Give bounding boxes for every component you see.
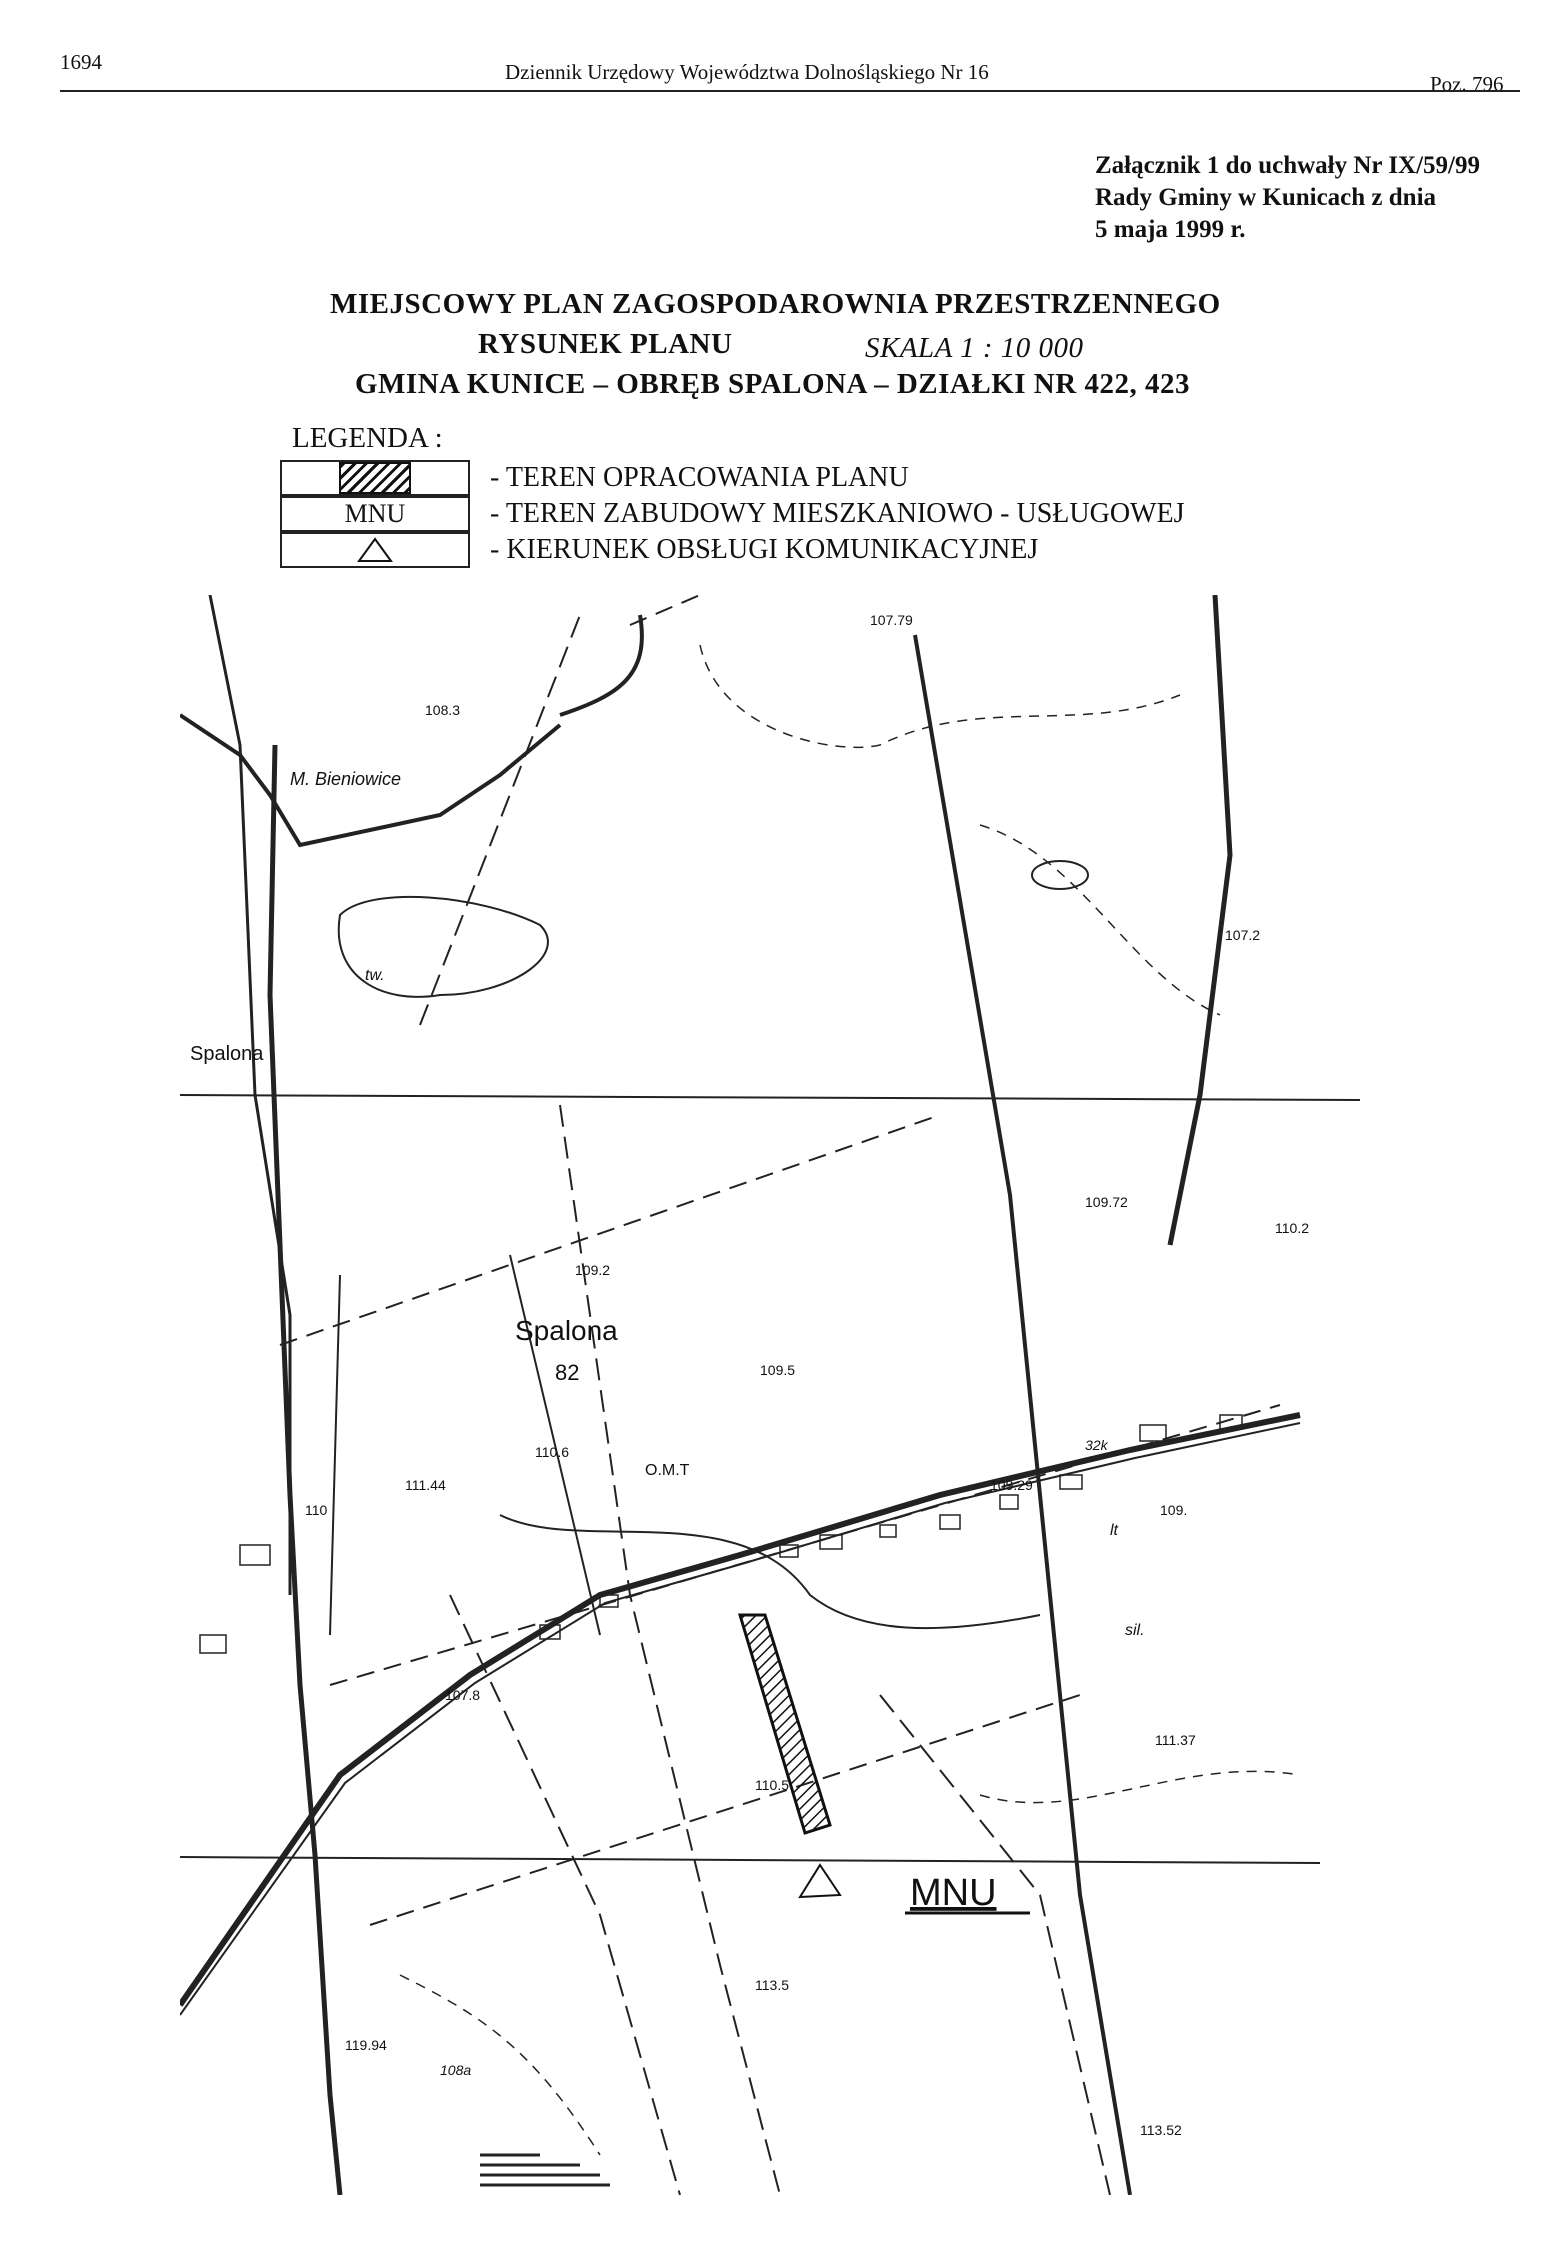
legend-row-plan-area: [280, 460, 909, 496]
legend-label: - TEREN OPRACOWANIA PLANU: [490, 462, 909, 493]
legend-label: - KIERUNEK OBSŁUGI KOMUNIKACYJNEJ: [490, 534, 1039, 565]
elevation-label: 113.5: [755, 1977, 789, 1993]
place-label: 82: [555, 1360, 580, 1385]
annex-note: Załącznik 1 do uchwały Nr IX/59/99 Rady Gminy w Kunicach z dnia 5 maja 1999 r.: [1095, 152, 1480, 243]
legend-heading: LEGENDA :: [292, 422, 443, 454]
hatch-icon: [339, 462, 411, 494]
plan-map: [180, 595, 1360, 2195]
legend-symbol-triangle: [280, 532, 470, 568]
page-number: 1694: [60, 50, 102, 74]
elevation-label: 110.2: [1275, 1220, 1309, 1236]
elevation-label: 32k: [1085, 1437, 1108, 1453]
elevation-label: 109.: [1160, 1502, 1188, 1518]
elevation-label: 108.3: [425, 702, 461, 718]
elevation-label: 107.79: [870, 612, 913, 628]
place-label: tw.: [365, 967, 385, 984]
elevation-label: 109.5: [760, 1362, 796, 1378]
position-number: Poz. 796: [1430, 72, 1504, 96]
elevation-label: 107.8: [445, 1687, 481, 1703]
elevation-label: 109.29: [990, 1477, 1033, 1493]
plan-location: GMINA KUNICE – OBRĘB SPALONA – DZIAŁKI NR 422, 423: [355, 368, 1190, 400]
elevation-label: 109.2: [575, 1262, 611, 1278]
access-triangle: [800, 1865, 840, 1897]
mnu-label: MNU: [910, 1872, 997, 1914]
legend-symbol-mnu: MNU: [280, 496, 470, 532]
legend-row-access: [280, 532, 1039, 568]
place-label: sil.: [1125, 1622, 1145, 1639]
map-drawing: [180, 595, 1360, 2195]
plan-title: MIEJSCOWY PLAN ZAGOSPODAROWNIA PRZESTRZENNEGO: [330, 288, 1221, 320]
place-label: O.M.T: [645, 1462, 690, 1479]
journal-title: Dziennik Urzędowy Województwa Dolnośląskiego Nr 16: [505, 60, 989, 84]
elevation-label: 110.5: [755, 1777, 789, 1793]
elevation-label: 109.72: [1085, 1194, 1128, 1210]
triangle-icon: [357, 537, 393, 563]
place-label: Spalona: [515, 1315, 618, 1346]
place-label: lt: [1110, 1522, 1118, 1539]
elevation-label: 111.44: [405, 1477, 446, 1493]
plan-scale: SKALA 1 : 10 000: [865, 332, 1084, 364]
elevation-label: 110: [305, 1502, 328, 1518]
header-rule: [60, 90, 1520, 92]
legend-label: - TEREN ZABUDOWY MIESZKANIOWO - USŁUGOWEJ: [490, 498, 1185, 529]
legend-row-mnu: [280, 496, 1185, 532]
elevation-label: 108a: [440, 2062, 472, 2078]
elevation-label: 110.6: [535, 1444, 569, 1460]
elevation-label: 111.37: [1155, 1732, 1196, 1748]
plan-subtitle: RYSUNEK PLANU: [478, 328, 733, 360]
elevation-label: 119.94: [345, 2037, 387, 2053]
elevation-label: 107.2: [1225, 927, 1261, 943]
place-label: M. Bieniowice: [290, 769, 402, 789]
place-label: Spalona: [190, 1043, 264, 1065]
elevation-label: 113.52: [1140, 2122, 1182, 2138]
legend-symbol-hatch: [280, 460, 470, 496]
